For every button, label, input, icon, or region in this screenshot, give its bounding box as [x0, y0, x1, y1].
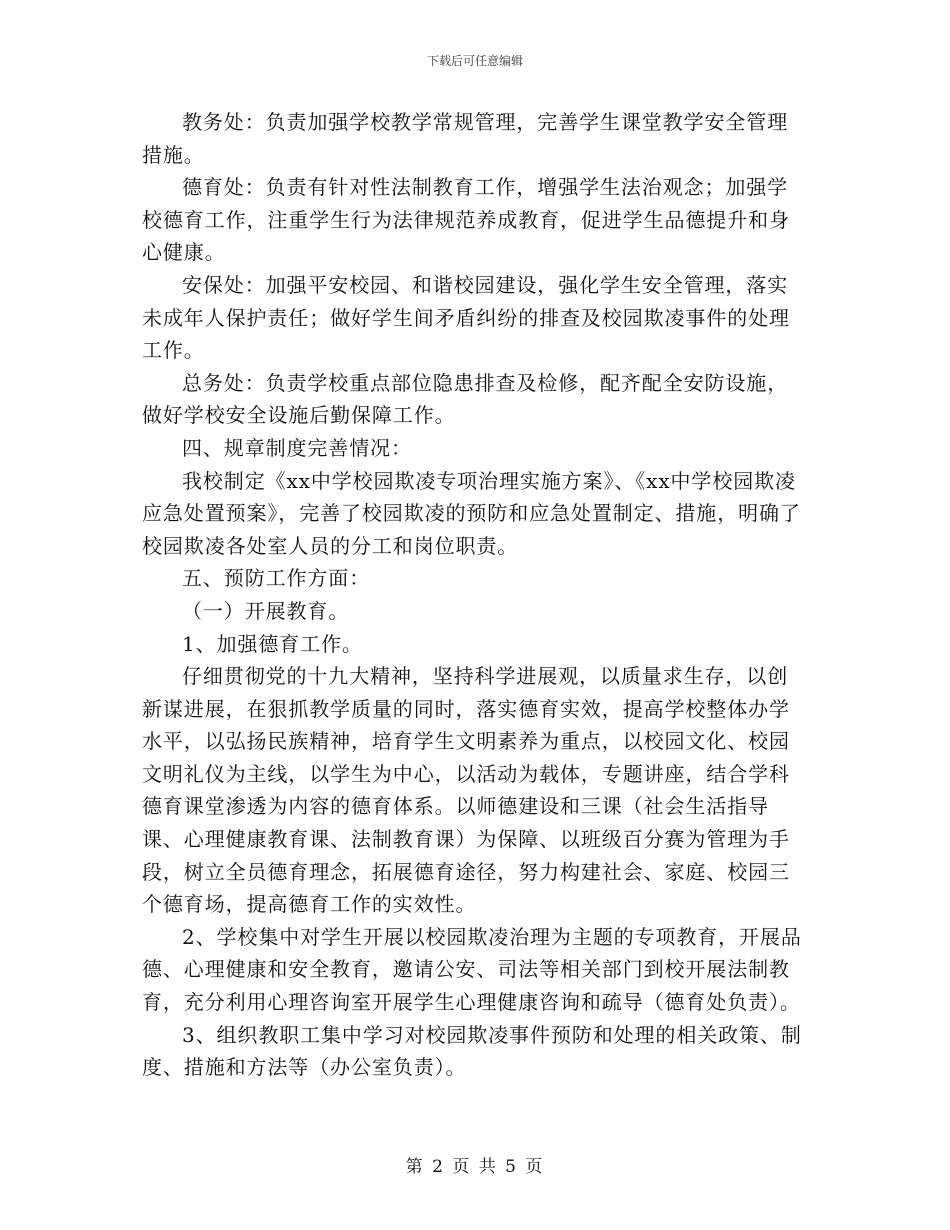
paragraph: 2、学校集中对学生开展以校园欺凌治理为主题的专项教育，开展品德、心理健康和安全教育，邀请公安、司法等相关部门到校开展法制教育，充分利用心理咨询室开展学生心理健康咨询和疏导（德育处负责）。: [142, 924, 802, 1015]
page-number: 第 2 页 共 5 页: [405, 1157, 545, 1177]
paragraph: 总务处：负责学校重点部位隐患排查及检修，配齐配全安防设施，做好学校安全设施后勤保障工作。: [142, 370, 789, 428]
section-heading: 四、规章制度完善情况：: [182, 435, 412, 460]
header-note: 下载后可任意编辑: [426, 54, 523, 68]
section-heading: 五、预防工作方面：: [182, 566, 371, 591]
subsection-heading: （一）开展教育。: [182, 598, 350, 623]
paragraph: 安保处：加强平安校园、和谐校园建设，强化学生安全管理，落实未成年人保护责任；做好学生间矛盾纠纷的排查及校园欺凌事件的处理工作。: [142, 272, 790, 363]
document-body: [142, 106, 808, 1084]
paragraph: 仔细贯彻党的十九大精神，坚持科学进展观，以质量求生存，以创新谋进展，在狠抓教学质量的同时，落实德育实效，提高学校整体办学水平，以弘扬民族精神，培育学生文明素养为重点，以校园文化、校园文明礼仪为主线，以学生为中心，以活动为载体，专题讲座，结合学科德育课堂渗透为内容的德育体系。以师德建设和三课（社会生活指导课、心理健康教育课、法制教育课）为保障、以班级百分赛为管理为手段，树立全员德育理念，拓展德育途径，努力构建社会、家庭、校园三个德育场，提高德育工作的实效性。: [142, 664, 790, 917]
paragraph: 我校制定《xx中学校园欺凌专项治理实施方案》、《xx中学校园欺凌应急处置预案》，完善了校园欺凌的预防和应急处置制定、措施，明确了校园欺凌各处室人员的分工和岗位职责。: [142, 468, 801, 558]
paragraph: 德育处：负责有针对性法制教育工作，增强学生法治观念；加强学校德育工作，注重学生行为法律规范养成教育，促进学生品德提升和身心健康。: [142, 175, 790, 265]
paragraph: 教务处：负责加强学校教学常规管理，完善学生课堂教学安全管理措施。: [142, 110, 789, 167]
item-heading: 1、加强德育工作。: [182, 631, 363, 656]
paragraph: 3、组织教职工集中学习对校园欺凌事件预防和处理的相关政策、制度、措施和方法等（办公室负责）。: [142, 1022, 802, 1080]
